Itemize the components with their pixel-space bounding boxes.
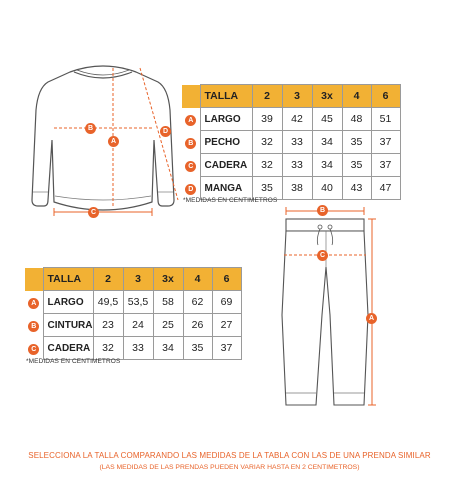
cell: 48: [342, 108, 371, 131]
sweater-marker-d: D: [160, 126, 171, 137]
cell: 34: [312, 154, 342, 177]
row-label: LARGO: [43, 291, 93, 314]
footer-disclaimer: (LAS MEDIDAS DE LAS PRENDAS PUEDEN VARIAR HASTA EN 2 CENTIMETROS): [99, 464, 360, 471]
row-label: CINTURA: [43, 314, 93, 337]
row-badge: A: [28, 298, 39, 309]
row-label: PECHO: [200, 131, 252, 154]
row-badge: B: [185, 138, 196, 149]
cell: 32: [252, 154, 282, 177]
cell: 49,5: [93, 291, 123, 314]
cell: 58: [153, 291, 183, 314]
cell: 39: [252, 108, 282, 131]
pants-marker-c: C: [317, 250, 328, 261]
row-badge: C: [185, 161, 196, 172]
top-table-header-row: [182, 85, 400, 108]
table-row: [182, 108, 400, 131]
cell: 26: [183, 314, 212, 337]
footer-instruction: SELECCIONA LA TALLA COMPARANDO LAS MEDIDAS DE LA TABLA CON LAS DE UNA PRENDA SIMILAR: [28, 451, 431, 460]
table-row: [25, 291, 241, 314]
row-label: MANGA: [200, 177, 252, 200]
cell: 62: [183, 291, 212, 314]
cell: 34: [153, 337, 183, 360]
table-row: [25, 337, 241, 360]
bottom-size-table: [25, 267, 242, 360]
bottom-table-note: *MEDIDAS EN CENTIMETROS: [26, 358, 121, 365]
pants-marker-a: A: [366, 313, 377, 324]
table-row: [182, 131, 400, 154]
bottom-table-size: 2: [93, 268, 123, 291]
cell: 35: [252, 177, 282, 200]
top-table-note: *MEDIDAS EN CENTIMETROS: [183, 197, 278, 204]
cell: 43: [342, 177, 371, 200]
cell: 35: [342, 131, 371, 154]
bottom-table-size: 3x: [153, 268, 183, 291]
row-label: CADERA: [200, 154, 252, 177]
cell: 47: [371, 177, 400, 200]
top-size-table: [182, 84, 401, 200]
bottom-table-size: 6: [212, 268, 241, 291]
sweater-marker-a: A: [108, 136, 119, 147]
top-table-size: 3: [282, 85, 312, 108]
cell: 32: [93, 337, 123, 360]
cell: 40: [312, 177, 342, 200]
cell: 37: [371, 131, 400, 154]
row-badge: A: [185, 115, 196, 126]
row-label: LARGO: [200, 108, 252, 131]
cell: 33: [282, 154, 312, 177]
cell: 34: [312, 131, 342, 154]
cell: 27: [212, 314, 241, 337]
pants-marker-b: B: [317, 205, 328, 216]
row-badge: C: [28, 344, 39, 355]
cell: 33: [123, 337, 153, 360]
cell: 42: [282, 108, 312, 131]
cell: 32: [252, 131, 282, 154]
cell: 35: [183, 337, 212, 360]
cell: 35: [342, 154, 371, 177]
cell: 51: [371, 108, 400, 131]
bottom-table-header-row: [25, 268, 241, 291]
cell: 53,5: [123, 291, 153, 314]
sweater-illustration: [18, 60, 188, 230]
table-row: [25, 314, 241, 337]
table-row: [182, 154, 400, 177]
row-badge: B: [28, 321, 39, 332]
cell: 25: [153, 314, 183, 337]
bottom-table-size: 3: [123, 268, 153, 291]
bottom-table-size: 4: [183, 268, 212, 291]
row-label: CADERA: [43, 337, 93, 360]
cell: 23: [93, 314, 123, 337]
top-table-size: 6: [371, 85, 400, 108]
top-table-size: 3x: [312, 85, 342, 108]
cell: 37: [371, 154, 400, 177]
cell: 24: [123, 314, 153, 337]
cell: 33: [282, 131, 312, 154]
top-table-size: 4: [342, 85, 371, 108]
top-table-size: 2: [252, 85, 282, 108]
sweater-marker-b: B: [85, 123, 96, 134]
cell: 69: [212, 291, 241, 314]
row-badge: D: [185, 184, 196, 195]
bottom-table-header-label: TALLA: [43, 268, 93, 291]
sweater-marker-c: C: [88, 207, 99, 218]
cell: 45: [312, 108, 342, 131]
cell: 37: [212, 337, 241, 360]
cell: 38: [282, 177, 312, 200]
top-table-header-label: TALLA: [200, 85, 252, 108]
